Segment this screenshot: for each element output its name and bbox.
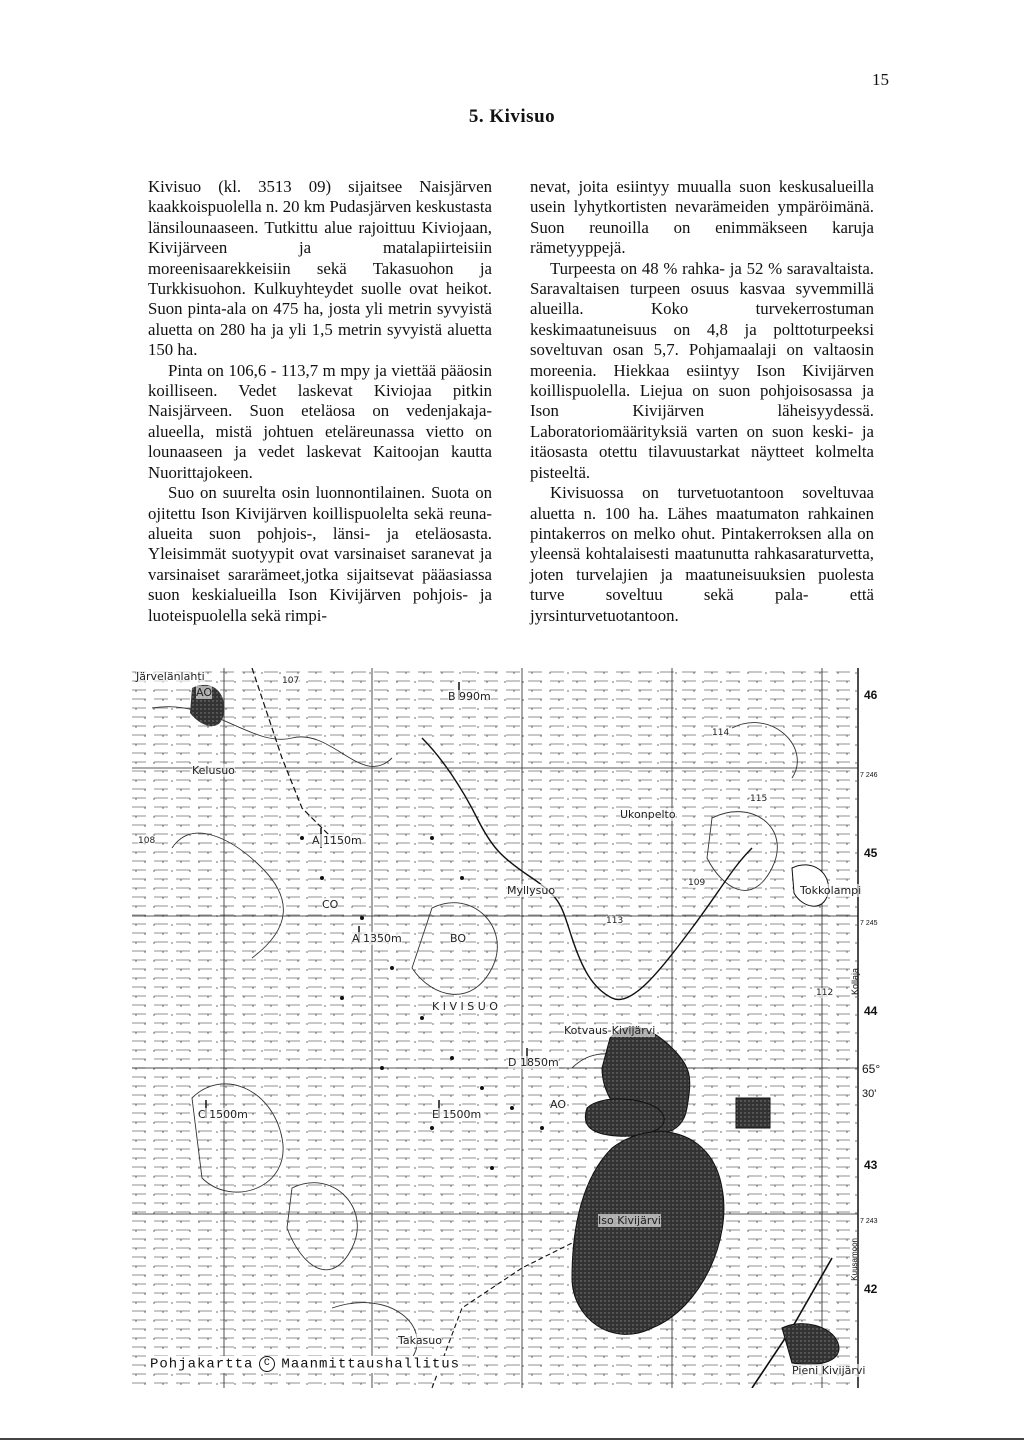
- bottom-rule: [0, 1438, 1024, 1440]
- road-direction-label: Kuusamoon: [850, 1238, 859, 1281]
- coordinate-degree: 65°: [862, 1062, 881, 1076]
- elevation-label: 107: [282, 676, 300, 686]
- map-label-code: CO: [322, 898, 339, 911]
- survey-line-marker: D 1850m: [508, 1056, 559, 1069]
- road-direction-label: Kollaja: [850, 968, 860, 996]
- left-text-column: [148, 177, 492, 626]
- elevation-label: 108: [138, 836, 156, 846]
- survey-line-marker: A 1150m: [312, 834, 362, 847]
- map-label-place: Pieni Kivijärvi: [792, 1364, 866, 1377]
- map-label-place: Järvelänlahti: [136, 670, 205, 683]
- map-label-code: BO: [450, 932, 467, 945]
- grid-coordinate: 42: [864, 1282, 878, 1296]
- grid-coordinate-small: 7 245: [860, 920, 878, 927]
- paragraph: Kivisuo (kl. 3513 09) sijaitsee Naisjärven kaakkoispuolella n. 20 km Pudasjärven keskustasta länsilounaaseen. Tutkittu alue rajoittuu Kiviojaan, Kivijärveen ja matalapiirteisiin moreenisaarekkeisiin sekä Takasuohon ja Turkkisuohon. Kulkuyhteydet suolle ovat heikot. Suon pinta-ala on 475 ha, josta yli metrin syvyistä aluetta on 280 ha ja yli 1,5 metrin syvyistä aluetta 150 ha.: [148, 177, 492, 360]
- map-label-code: AO: [550, 1098, 566, 1111]
- paragraph: Suo on suurelta osin luonnontilainen. Suota on ojitettu Ison Kivijärven koillispuolelta sekä reuna-alueita suon pohjois-, länsi- ja eteläosasta. Yleisimmät suotyypit ovat varsinaiset saranevat ja varsinaiset sararämeet,jotka sijaitsevat pääasiassa suon keskialueilla Ison Kivijärven pohjois- ja luoteispuolella sekä rimpi-: [148, 483, 492, 625]
- grid-coordinate: 43: [864, 1158, 878, 1172]
- elevation-label: 113: [606, 916, 624, 926]
- map-caption: [148, 1356, 462, 1373]
- elevation-label: 114: [712, 728, 730, 738]
- map-label-place: Myllysuo: [507, 884, 556, 897]
- survey-line-marker: C 1500m: [198, 1108, 248, 1121]
- map-label-place: Tokkolampi: [800, 884, 862, 897]
- map-label-place: Kotvaus-Kivijärvi: [564, 1024, 656, 1037]
- map-label-place: Kelusuo: [192, 764, 235, 777]
- copyright-icon: C: [259, 1356, 275, 1372]
- right-text-column: [530, 177, 874, 626]
- elevation-label: 112: [816, 988, 834, 998]
- paragraph: nevat, joita esiintyy muualla suon keskusalueilla usein lyhytkortisten nevarämeiden ympäröimänä. Suon reunoilla on enimmäkseen karuja rämetyyppejä.: [530, 177, 874, 258]
- paragraph: Turpeesta on 48 % rahka- ja 52 % saravaltaista. Saravaltaisen turpeen osuus kasvaa syvemmillä alueilla. Koko turvekerrostuman keskimaatuneisuus on 4,8 ja polttoturpeeksi soveltuvan osan 5,7. Pohjamaalaji on valtaosin moreenia. Hiekkaa esiintyy Ison Kivijärven koillispuolella. Liejua on suon pohjoisosassa ja Ison Kivijärven läheisyydessä. Laboratoriomäärityksiä varten on suon keski- ja itäosasta otettu tilavuustarkat näytteet kolmelta pisteeltä.: [530, 258, 874, 482]
- grid-coordinate-small: 7 243: [860, 1218, 878, 1225]
- grid-coordinate: 45: [864, 846, 878, 860]
- map-label-place: Iso Kivijärvi: [598, 1214, 661, 1227]
- caption-source: Pohjakartta: [150, 1356, 254, 1373]
- map-label-code: AO: [196, 686, 212, 699]
- survey-line-marker: E 1500m: [432, 1108, 482, 1121]
- survey-line-marker: A 1350m: [352, 932, 402, 945]
- elevation-label: 109: [688, 878, 706, 888]
- survey-line-marker: B 990m: [448, 690, 491, 703]
- map-label-place: Takasuo: [398, 1334, 442, 1347]
- elevation-label: 115: [750, 794, 768, 804]
- base-map: [132, 668, 890, 1388]
- grid-coordinate: 46: [864, 688, 878, 702]
- map-label-place: K I V I S U O: [432, 1000, 498, 1013]
- paragraph: Kivisuossa on turvetuotantoon soveltuvaa aluetta n. 100 ha. Lähes maatumaton rahkainen pintakerros on melko ohut. Pintakerroksen alla on yleensä kohtalaisesti maatunutta rahkasaraturvetta, joten turvelajien ja maatuneisuuksien puolesta turve soveltuu sekä pala- että jyrsinturvetuotantoon.: [530, 483, 874, 625]
- page-number: 15: [872, 70, 889, 89]
- map-label-place: Ukonpelto: [620, 808, 676, 821]
- grid-coordinate-small: 7 246: [860, 772, 878, 779]
- map-graphic: [132, 668, 890, 1388]
- caption-publisher: Maanmittaushallitus: [281, 1356, 461, 1373]
- paragraph: Pinta on 106,6 - 113,7 m mpy ja viettää pääosin koilliseen. Vedet laskevat Kiviojaa pitkin Naisjärveen. Suon eteläosa on vedenjakaja-alueella, mistä johtuen eteläreunassa vietto on lounaaseen ja vedet laskevat Kaitoojan kautta Nuorittajokeen.: [148, 360, 492, 482]
- grid-coordinate: 44: [864, 1004, 878, 1018]
- coordinate-minute: 30': [862, 1088, 877, 1100]
- section-title: 5. Kivisuo: [468, 106, 556, 127]
